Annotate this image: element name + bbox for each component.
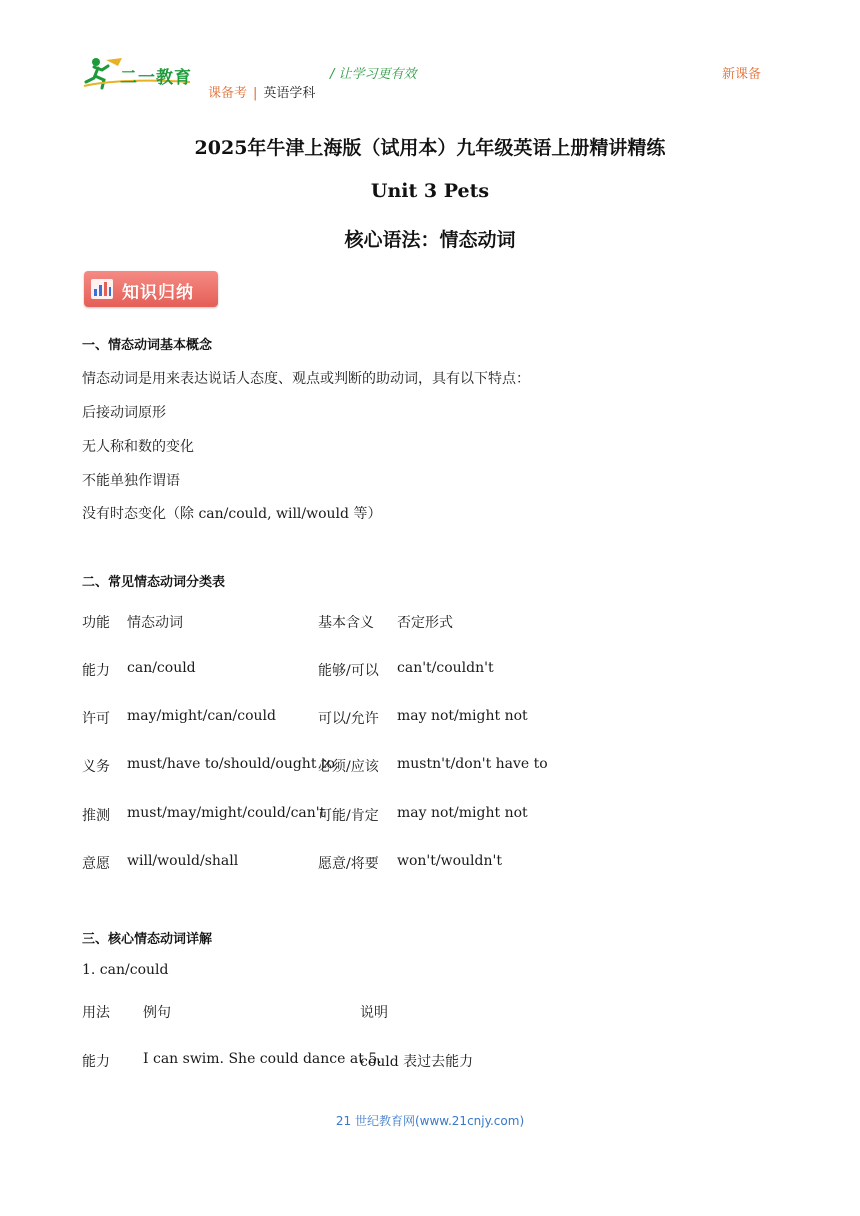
table-cell: can/could	[127, 660, 196, 676]
section2-heading: 二、常见情态动词分类表	[82, 575, 226, 590]
section3-subheading: 1. can/could	[82, 962, 169, 978]
doc-title: 2025年牛津上海版（试用本）九年级英语上册精讲精练	[194, 137, 666, 159]
unit-title: Unit 3 Pets	[370, 180, 490, 202]
section1-line: 情态动词是用来表达说话人态度、观点或判断的助动词，具有以下特点：	[82, 371, 530, 387]
badge-label: 知识归纳	[122, 283, 194, 303]
table-cell: 愿意/将要	[318, 856, 379, 872]
table-cell: may not/might not	[397, 708, 528, 724]
table-cell: will/would/shall	[127, 853, 239, 869]
header-brand: 课备考	[208, 86, 248, 101]
topic-title: 核心语法：情态动词	[344, 229, 516, 251]
section1-line: 没有时态变化（除 can/could, will/would 等）	[82, 506, 382, 522]
table-cell: must/have to/should/ought to	[127, 756, 335, 772]
header-subject: 英语学科	[263, 86, 316, 101]
table-cell: must/may/might/could/can't	[127, 805, 326, 821]
table-cell: 意愿	[82, 856, 110, 872]
table-cell: can't/couldn't	[397, 660, 494, 676]
header-right-label: 新课备	[722, 67, 762, 82]
book-chart-icon	[90, 277, 114, 301]
table-cell: may not/might not	[397, 805, 528, 821]
table-header-cell: 否定形式	[397, 615, 453, 631]
slogan: / 让学习更有效	[330, 67, 417, 82]
table-header-cell: 说明	[360, 1005, 388, 1021]
table-cell: 许可	[82, 711, 110, 727]
section1-line: 无人称和数的变化	[82, 439, 194, 455]
section3-heading: 三、核心情态动词详解	[82, 932, 213, 947]
header-separator: |	[253, 86, 258, 101]
table-cell: 能力	[82, 663, 110, 679]
table-cell: 能力	[82, 1054, 110, 1070]
knowledge-badge	[84, 271, 218, 307]
table-cell: 能够/可以	[318, 663, 379, 679]
table-cell: 可能/肯定	[318, 808, 379, 824]
logo-text: 二一教育	[120, 68, 192, 88]
table-cell: I can swim. She could dance at 5.	[143, 1051, 382, 1067]
footer-link[interactable]: 21 世纪教育网(www.21cnjy.com)	[335, 1114, 525, 1128]
table-cell: won't/wouldn't	[397, 853, 502, 869]
table-header-cell: 例句	[143, 1005, 171, 1021]
table-header-cell: 情态动词	[127, 615, 183, 631]
table-cell: 可以/允许	[318, 711, 379, 727]
table-cell: 义务	[82, 759, 110, 775]
section1-line: 后接动词原形	[82, 405, 166, 421]
table-cell: 必须/应该	[318, 759, 379, 775]
header-left	[208, 82, 315, 101]
table-header-cell: 功能	[82, 615, 110, 631]
table-header-cell: 用法	[82, 1005, 110, 1021]
table-cell: mustn't/don't have to	[397, 756, 548, 772]
table-header-cell: 基本含义	[318, 615, 374, 631]
table-cell: could 表过去能力	[360, 1054, 474, 1070]
section1-heading: 一、情态动词基本概念	[82, 338, 213, 353]
table-cell: 推测	[82, 808, 110, 824]
table-cell: may/might/can/could	[127, 708, 276, 724]
section1-line: 不能单独作谓语	[82, 473, 180, 489]
